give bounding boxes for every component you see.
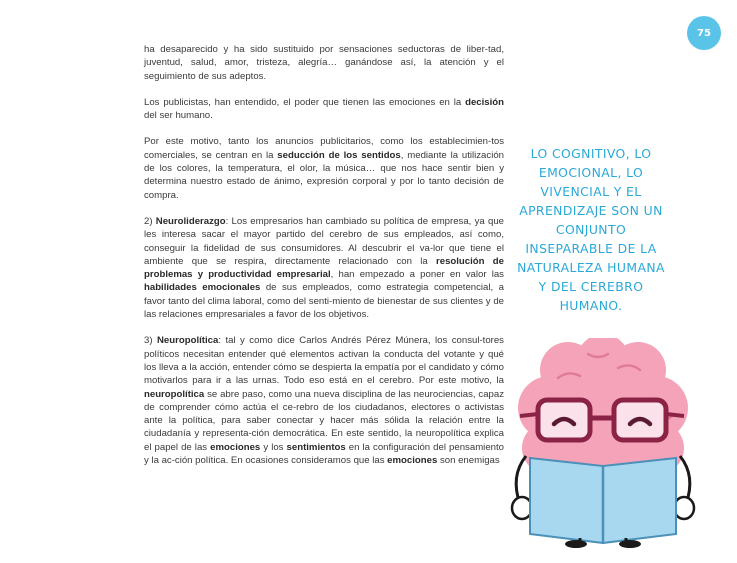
body-paragraph: [144, 96, 504, 123]
body-paragraph: [144, 135, 504, 201]
emphasis-text: resolución de problemas y productividad empresarial: [144, 255, 505, 281]
emphasis-text: neuropolítica: [144, 388, 205, 400]
brain-reading-book-icon: [508, 338, 698, 548]
paragraph-text: y los: [260, 441, 287, 453]
body-text-column: [144, 43, 504, 480]
emphasis-text: habilidades emocionales: [144, 282, 261, 294]
paragraph-text: : tal y como dice Carlos Andrés Pérez Múnera, los consul-tores políticos necesitan entender qué elementos activan la conducta del votante y qué los lleva a la acción, entender cómo se despierta la empatía por el candidato y cómo motivarlos para ir a las urnas. Todo eso está en el cerebro. Por este motivo, la: [144, 335, 504, 387]
emphasis-text: seducción de los sentidos: [277, 149, 401, 161]
body-paragraph: [144, 43, 504, 83]
paragraph-text: , mediante la utilización de los colores, la temperatura, el olor, la música… que nos hace sentir bien y determina nuestro estado de ánimo, expresión corporal y por lo tanto decisión de compra.: [144, 149, 504, 201]
open-book: [530, 458, 676, 543]
paragraph-text: 3): [144, 335, 157, 347]
paragraph-text: ha desaparecido y ha sido sustituido por sensaciones seductoras de liber-tad, juventud, salud, amor, tristeza, alegría… ganándose así, la atención y el seguimiento de sus adeptos.: [144, 44, 504, 82]
emphasis-text: Neuropolítica: [157, 335, 219, 347]
paragraph-text: del ser humano.: [144, 110, 213, 122]
emphasis-text: sentimientos: [286, 441, 346, 453]
paragraph-text: de sus empleados, como estrategia competencial, a favor tanto del clima laboral, como del senti-miento de bienestar de sus clientes y de las relaciones empresariales a favor de los objetivos.: [144, 282, 504, 321]
page-number-badge: [687, 16, 721, 50]
paragraph-text: son enemigas: [437, 455, 500, 467]
body-paragraph: [144, 215, 504, 321]
paragraph-text: Los publicistas, han entendido, el poder que tienen las emociones en la: [144, 96, 466, 108]
body-paragraph: [144, 334, 504, 467]
paragraph-text: : Los empresarios han cambiado su política de empresa, ya que les interesa sacar el mayor partido del cerebro de sus empleados, así como, conseguir la fidelidad de sus consumidores. Al descubrir el va-lor que tiene el ambiente que se respira, directamente relacionado con la: [144, 215, 504, 267]
emphasis-text: Neuroliderazgo: [155, 215, 226, 227]
page-number: 75: [697, 27, 711, 39]
emphasis-text: emociones: [387, 455, 438, 467]
emphasis-text: decisión: [465, 96, 504, 108]
paragraph-text: , han empezado a poner en valor las: [330, 269, 504, 281]
paragraph-text: se abre paso, como una nueva disciplina de las neurociencias, capaz de comprender cómo actúa el ce-rebro de los ciudadanos, electores o activistas ante la política, para saber conectar y hacer más sólida la relación entre la ciudadanía y representa-ción democrática. En este sentido, la neuropolítica explica el papel de las: [144, 388, 504, 453]
pull-quote: LO COGNITIVO, LO EMOCIONAL, LO VIVENCIAL Y EL APRENDIZAJE SON UN CONJUNTO INSEPARABLE DE LA NATURALEZA HUMANA Y DEL CEREBRO HUMANO.: [517, 146, 665, 313]
paragraph-text: Por este motivo, tanto los anuncios publicitarios, como los establecimien-tos comerciales, se centran en la: [144, 136, 504, 161]
emphasis-text: emociones: [210, 441, 261, 453]
paragraph-text: en la configuración del pensamiento y la ac-ción política. En ocasiones consideramos que las: [144, 441, 504, 467]
paragraph-text: 2): [144, 215, 156, 227]
